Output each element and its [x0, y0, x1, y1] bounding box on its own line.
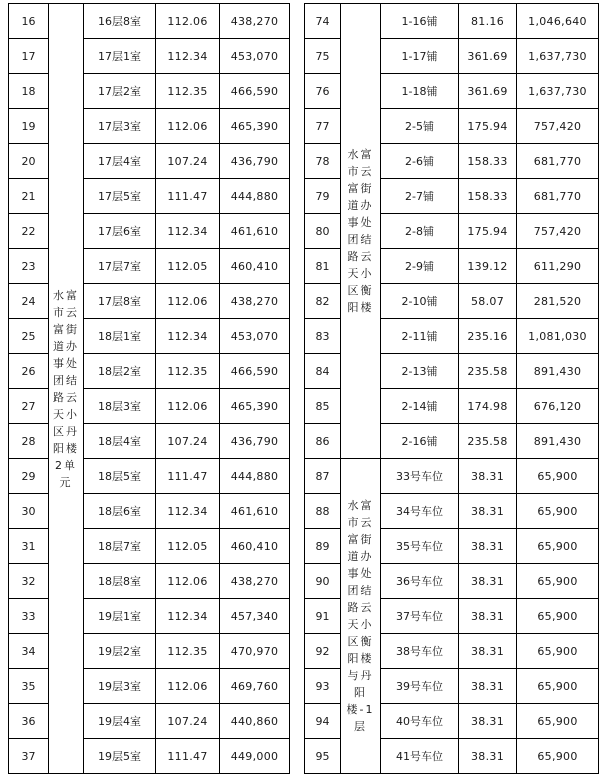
unit-cell: 18层6室: [84, 494, 156, 529]
table-row: [305, 4, 599, 39]
row-number-cell: 76: [305, 74, 341, 109]
area-cell: 38.31: [459, 529, 517, 564]
unit-cell: 18层4室: [84, 424, 156, 459]
area-cell: 112.35: [156, 634, 220, 669]
unit-cell: 18层2室: [84, 354, 156, 389]
row-number-cell: 89: [305, 529, 341, 564]
price-cell: 891,430: [517, 354, 599, 389]
price-cell: 65,900: [517, 529, 599, 564]
row-number-cell: 35: [9, 669, 49, 704]
row-number-cell: 29: [9, 459, 49, 494]
area-cell: 38.31: [459, 494, 517, 529]
unit-cell: 39号车位: [381, 669, 459, 704]
unit-cell: 18层1室: [84, 319, 156, 354]
area-cell: 175.94: [459, 109, 517, 144]
price-cell: 1,046,640: [517, 4, 599, 39]
price-cell: 460,410: [220, 249, 290, 284]
row-number-cell: 90: [305, 564, 341, 599]
row-number-cell: 84: [305, 354, 341, 389]
price-cell: 65,900: [517, 564, 599, 599]
area-cell: 107.24: [156, 424, 220, 459]
unit-cell: 19层1室: [84, 599, 156, 634]
price-cell: 465,390: [220, 109, 290, 144]
area-cell: 112.05: [156, 529, 220, 564]
row-number-cell: 23: [9, 249, 49, 284]
row-number-cell: 86: [305, 424, 341, 459]
area-cell: 58.07: [459, 284, 517, 319]
row-number-cell: 74: [305, 4, 341, 39]
price-cell: 65,900: [517, 599, 599, 634]
unit-cell: 35号车位: [381, 529, 459, 564]
row-number-cell: 88: [305, 494, 341, 529]
price-cell: 1,637,730: [517, 74, 599, 109]
area-cell: 38.31: [459, 739, 517, 774]
area-cell: 38.31: [459, 669, 517, 704]
area-cell: 112.34: [156, 214, 220, 249]
row-number-cell: 33: [9, 599, 49, 634]
area-cell: 112.05: [156, 249, 220, 284]
row-number-cell: 77: [305, 109, 341, 144]
area-cell: 112.34: [156, 39, 220, 74]
price-cell: 469,760: [220, 669, 290, 704]
row-number-cell: 92: [305, 634, 341, 669]
area-cell: 107.24: [156, 144, 220, 179]
unit-cell: 1-17铺: [381, 39, 459, 74]
row-number-cell: 36: [9, 704, 49, 739]
area-cell: 107.24: [156, 704, 220, 739]
unit-cell: 17层2室: [84, 74, 156, 109]
location-label: 水富市云富街道办事处团结路云天小区丹阳楼2单元: [53, 288, 79, 489]
area-cell: 111.47: [156, 459, 220, 494]
area-cell: 111.47: [156, 179, 220, 214]
price-cell: 436,790: [220, 144, 290, 179]
price-cell: 466,590: [220, 354, 290, 389]
area-cell: 361.69: [459, 74, 517, 109]
area-cell: 112.35: [156, 74, 220, 109]
row-number-cell: 91: [305, 599, 341, 634]
price-cell: 676,120: [517, 389, 599, 424]
unit-cell: 17层6室: [84, 214, 156, 249]
location-label: 水富市云富街道办事处团结路云天小区衡阳楼与丹阳楼-1层: [346, 499, 375, 733]
table-row: [9, 4, 290, 39]
unit-cell: 38号车位: [381, 634, 459, 669]
row-number-cell: 93: [305, 669, 341, 704]
price-cell: 757,420: [517, 109, 599, 144]
unit-cell: 1-16铺: [381, 4, 459, 39]
area-cell: 235.58: [459, 424, 517, 459]
area-cell: 81.16: [459, 4, 517, 39]
location-label: 水富市云富街道办事处团结路云天小区衡阳楼: [347, 148, 374, 314]
row-number-cell: 95: [305, 739, 341, 774]
unit-cell: 17层1室: [84, 39, 156, 74]
right-property-table: [304, 3, 599, 774]
price-cell: 438,270: [220, 4, 290, 39]
price-cell: 65,900: [517, 494, 599, 529]
area-cell: 112.06: [156, 284, 220, 319]
row-number-cell: 18: [9, 74, 49, 109]
price-cell: 65,900: [517, 739, 599, 774]
area-cell: 112.06: [156, 564, 220, 599]
row-number-cell: 87: [305, 459, 341, 494]
area-cell: 38.31: [459, 704, 517, 739]
price-cell: 681,770: [517, 179, 599, 214]
price-cell: 438,270: [220, 564, 290, 599]
area-cell: 112.34: [156, 599, 220, 634]
unit-cell: 2-10铺: [381, 284, 459, 319]
price-cell: 453,070: [220, 319, 290, 354]
unit-cell: 16层8室: [84, 4, 156, 39]
unit-cell: 2-6铺: [381, 144, 459, 179]
price-cell: 461,610: [220, 494, 290, 529]
area-cell: 112.06: [156, 669, 220, 704]
unit-cell: 18层8室: [84, 564, 156, 599]
unit-cell: 2-7铺: [381, 179, 459, 214]
price-cell: 436,790: [220, 424, 290, 459]
area-cell: 112.34: [156, 319, 220, 354]
row-number-cell: 75: [305, 39, 341, 74]
location-cell: [341, 459, 381, 774]
area-cell: 112.35: [156, 354, 220, 389]
price-cell: 444,880: [220, 179, 290, 214]
unit-cell: 2-13铺: [381, 354, 459, 389]
price-cell: 457,340: [220, 599, 290, 634]
table-row: [305, 459, 599, 494]
price-cell: 891,430: [517, 424, 599, 459]
row-number-cell: 37: [9, 739, 49, 774]
row-number-cell: 85: [305, 389, 341, 424]
unit-cell: 41号车位: [381, 739, 459, 774]
area-cell: 235.58: [459, 354, 517, 389]
row-number-cell: 81: [305, 249, 341, 284]
price-cell: 461,610: [220, 214, 290, 249]
price-cell: 465,390: [220, 389, 290, 424]
unit-cell: 2-14铺: [381, 389, 459, 424]
unit-cell: 34号车位: [381, 494, 459, 529]
price-cell: 444,880: [220, 459, 290, 494]
row-number-cell: 21: [9, 179, 49, 214]
price-cell: 757,420: [517, 214, 599, 249]
area-cell: 174.98: [459, 389, 517, 424]
area-cell: 112.06: [156, 109, 220, 144]
area-cell: 139.12: [459, 249, 517, 284]
price-cell: 453,070: [220, 39, 290, 74]
area-cell: 175.94: [459, 214, 517, 249]
price-cell: 460,410: [220, 529, 290, 564]
price-cell: 681,770: [517, 144, 599, 179]
unit-cell: 18层7室: [84, 529, 156, 564]
left-property-table: [8, 3, 290, 774]
area-cell: 158.33: [459, 179, 517, 214]
row-number-cell: 25: [9, 319, 49, 354]
price-cell: 1,637,730: [517, 39, 599, 74]
unit-cell: 2-11铺: [381, 319, 459, 354]
row-number-cell: 26: [9, 354, 49, 389]
price-cell: 65,900: [517, 634, 599, 669]
row-number-cell: 20: [9, 144, 49, 179]
area-cell: 112.06: [156, 4, 220, 39]
area-cell: 38.31: [459, 634, 517, 669]
area-cell: 235.16: [459, 319, 517, 354]
unit-cell: 40号车位: [381, 704, 459, 739]
price-cell: 281,520: [517, 284, 599, 319]
price-cell: 65,900: [517, 669, 599, 704]
row-number-cell: 19: [9, 109, 49, 144]
price-cell: 470,970: [220, 634, 290, 669]
row-number-cell: 16: [9, 4, 49, 39]
price-cell: 1,081,030: [517, 319, 599, 354]
area-cell: 38.31: [459, 459, 517, 494]
unit-cell: 17层4室: [84, 144, 156, 179]
area-cell: 38.31: [459, 599, 517, 634]
unit-cell: 17层3室: [84, 109, 156, 144]
unit-cell: 18层5室: [84, 459, 156, 494]
area-cell: 158.33: [459, 144, 517, 179]
price-cell: 440,860: [220, 704, 290, 739]
row-number-cell: 28: [9, 424, 49, 459]
row-number-cell: 83: [305, 319, 341, 354]
area-cell: 112.34: [156, 494, 220, 529]
unit-cell: 18层3室: [84, 389, 156, 424]
unit-cell: 1-18铺: [381, 74, 459, 109]
unit-cell: 36号车位: [381, 564, 459, 599]
price-cell: 65,900: [517, 459, 599, 494]
unit-cell: 19层2室: [84, 634, 156, 669]
price-cell: 438,270: [220, 284, 290, 319]
unit-cell: 2-16铺: [381, 424, 459, 459]
unit-cell: 33号车位: [381, 459, 459, 494]
unit-cell: 2-8铺: [381, 214, 459, 249]
price-cell: 449,000: [220, 739, 290, 774]
area-cell: 112.06: [156, 389, 220, 424]
unit-cell: 17层5室: [84, 179, 156, 214]
row-number-cell: 78: [305, 144, 341, 179]
area-cell: 38.31: [459, 564, 517, 599]
unit-cell: 19层4室: [84, 704, 156, 739]
price-cell: 466,590: [220, 74, 290, 109]
row-number-cell: 27: [9, 389, 49, 424]
unit-cell: 2-5铺: [381, 109, 459, 144]
row-number-cell: 80: [305, 214, 341, 249]
row-number-cell: 22: [9, 214, 49, 249]
unit-cell: 19层5室: [84, 739, 156, 774]
row-number-cell: 82: [305, 284, 341, 319]
price-cell: 65,900: [517, 704, 599, 739]
unit-cell: 17层7室: [84, 249, 156, 284]
price-cell: 611,290: [517, 249, 599, 284]
row-number-cell: 34: [9, 634, 49, 669]
unit-cell: 19层3室: [84, 669, 156, 704]
row-number-cell: 17: [9, 39, 49, 74]
area-cell: 361.69: [459, 39, 517, 74]
row-number-cell: 30: [9, 494, 49, 529]
location-cell: [341, 4, 381, 459]
row-number-cell: 32: [9, 564, 49, 599]
area-cell: 111.47: [156, 739, 220, 774]
row-number-cell: 31: [9, 529, 49, 564]
row-number-cell: 79: [305, 179, 341, 214]
row-number-cell: 94: [305, 704, 341, 739]
unit-cell: 37号车位: [381, 599, 459, 634]
unit-cell: 2-9铺: [381, 249, 459, 284]
unit-cell: 17层8室: [84, 284, 156, 319]
location-cell: [49, 4, 84, 774]
row-number-cell: 24: [9, 284, 49, 319]
